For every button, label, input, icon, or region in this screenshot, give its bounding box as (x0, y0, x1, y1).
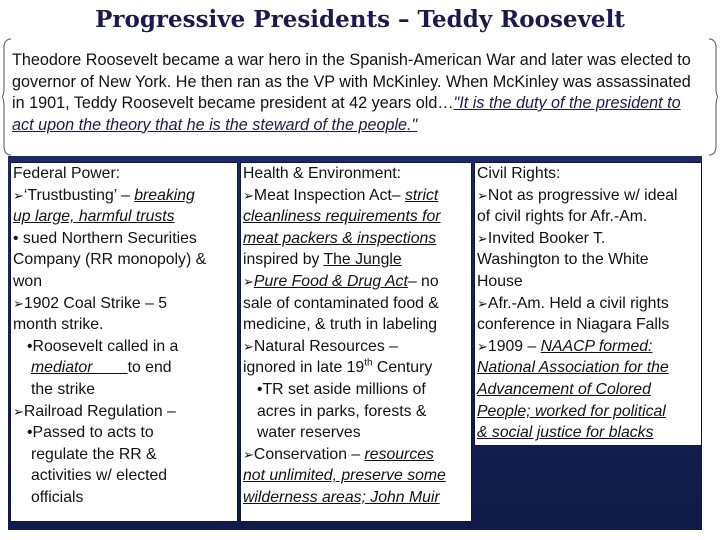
arrow-bullet-icon: ➢ (13, 403, 24, 419)
arrow-bullet-icon: ➢ (243, 273, 254, 289)
arrow-bullet-icon: ➢ (243, 338, 254, 354)
column-civil-rights: Civil Rights: ➢Not as progressive w/ ideal of civil rights for Afr.-Am. ➢Invited Booker T. Washington to the White House ➢Afr.-Am. Held a civil rights conference in Niagara Falls ➢1909 – NAACP formed: National Association for the Advancement of Colored People; worked for political & social justice for blacks (474, 162, 702, 446)
column-health-environment: Health & Environment: ➢Meat Inspection Act– strict cleanliness requirements for meat packers & inspections inspired by The Jungle ➢Pure Food & Drug Act– no sale of contaminated food & medicine, & truth in labeling ➢Natural Resources – ignored in late 19th Century •TR set aside millions of acres in parks, forests & water reserves ➢Conservation – resources not unlimited, preserve some wilderness areas; John Muir (240, 162, 472, 522)
intro-text: Theodore Roosevelt became a war hero in the Spanish-American War and later was elected to governor of New York. He then ran as the VP with McKinley. When McKinley was assassinated in 1901, Teddy Roosevelt became president at 42 years old… (12, 51, 691, 112)
left-brace-icon (2, 38, 12, 156)
intro-paragraph (12, 50, 702, 136)
arrow-bullet-icon: ➢ (243, 446, 254, 462)
arrow-bullet-icon: ➢ (477, 338, 488, 354)
column-federal-power: Federal Power: ➢‘Trustbusting’ – breaking up large, harmful trusts • sued Northern Securities Company (RR monopoly) & won ➢1902 Coal Strike – 5 month strike. •Roosevelt called in a mediator to end the strike ➢Railroad Regulation – •Passed to acts to regulate the RR & activities w/ elected officials (10, 162, 238, 522)
column-heading: Health & Environment: (243, 165, 402, 182)
intro-quote: "It is the duty of the president to act upon the theory that he is the steward of the people." (12, 94, 681, 134)
arrow-bullet-icon: ➢ (477, 295, 488, 311)
arrow-bullet-icon: ➢ (477, 230, 488, 246)
arrow-bullet-icon: ➢ (13, 187, 24, 203)
slide-title: Progressive Presidents – Teddy Roosevelt (95, 6, 625, 33)
arrow-bullet-icon: ➢ (477, 187, 488, 203)
column-heading: Civil Rights: (477, 165, 561, 182)
column-heading: Federal Power: (13, 165, 121, 182)
arrow-bullet-icon: ➢ (243, 187, 254, 203)
right-brace-icon (708, 38, 718, 156)
arrow-bullet-icon: ➢ (13, 295, 24, 311)
